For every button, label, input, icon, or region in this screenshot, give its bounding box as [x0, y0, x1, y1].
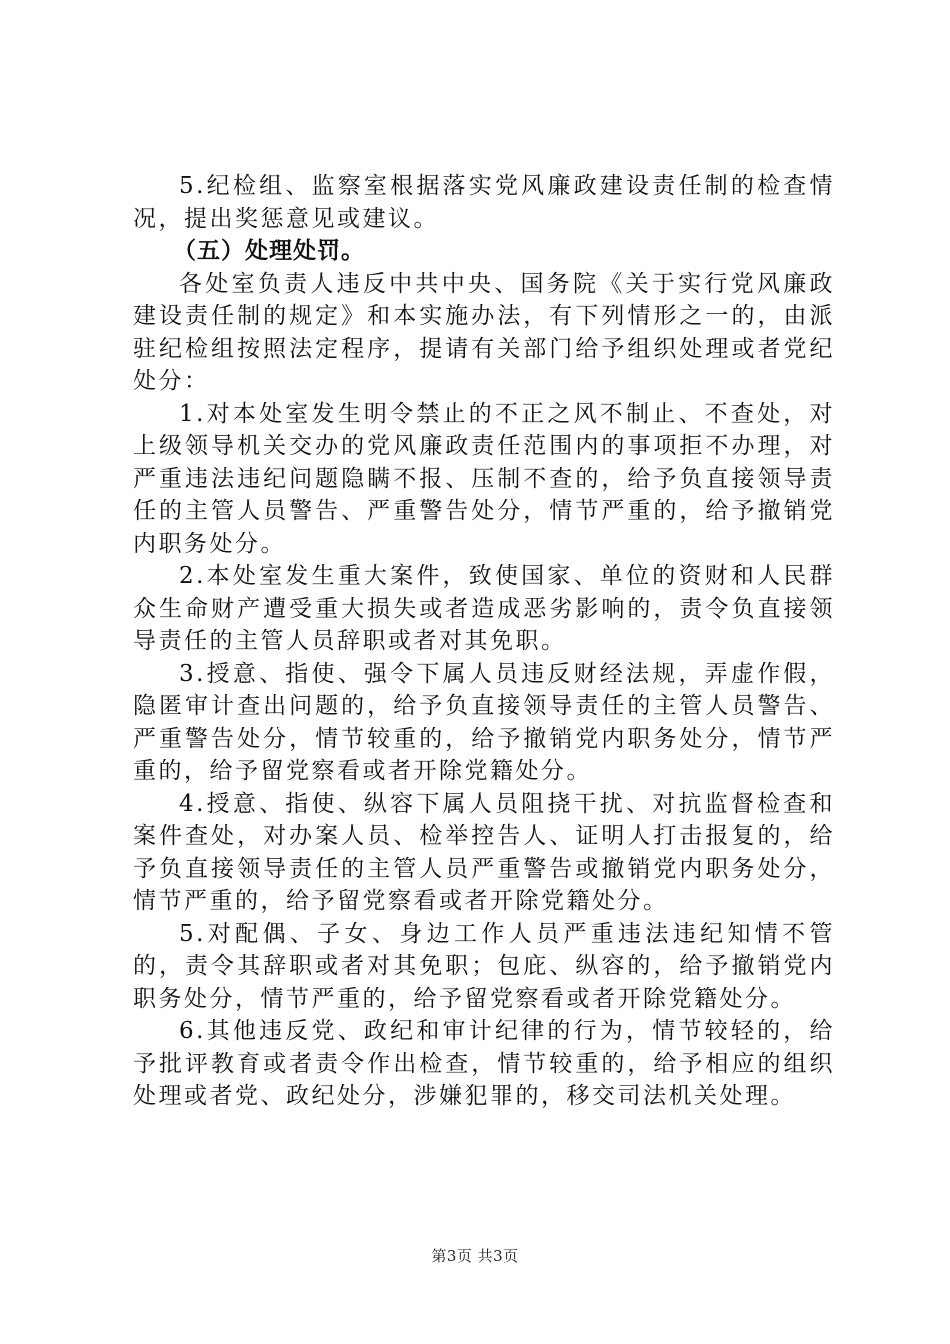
page-number-footer: 第3页 共3页 [431, 1247, 519, 1265]
document-body [133, 170, 835, 1113]
paragraph-clause-6: 6.其他违反党、政纪和审计纪律的行为，情节较轻的，给予批评教育或者责令作出检查，情节较重的，给予相应的组织处理或者党、政纪处分，涉嫌犯罪的，移交司法机关处理。 [133, 1018, 835, 1109]
paragraph-clause-4: 4.授意、指使、纵容下属人员阻挠干扰、对抗监督检查和案件查处，对办案人员、检举控告人、证明人打击报复的，给予负直接领导责任的主管人员严重警告或撤销党内职务处分，情节严重的，给予留党察看或者开除党籍处分。 [133, 790, 835, 914]
paragraph-clause-5: 5.对配偶、子女、身边工作人员严重违法违纪知情不管的，责令其辞职或者对其免职；包庇、纵容的，给予撤销党内职务处分，情节严重的，给予留党察看或者开除党籍处分。 [133, 920, 835, 1012]
paragraph-clause-2: 2.本处室发生重大案件，致使国家、单位的资财和人民群众生命财产遭受重大损失或者造成恶劣影响的，责令负直接领导责任的主管人员辞职或者对其免职。 [133, 563, 835, 654]
section-heading-punishment: （五）处理处罚。 [173, 238, 365, 264]
paragraph-punishment-intro: 各处室负责人违反中共中央、国务院《关于实行党风廉政建设责任制的规定》和本实施办法，有下列情形之一的，由派驻纪检组按照法定程序，提请有关部门给予组织处理或者党纪处分： [133, 270, 835, 394]
paragraph-item-5-report: 5.纪检组、监察室根据落实党风廉政建设责任制的检查情况，提出奖惩意见或建议。 [133, 173, 835, 232]
paragraph-clause-1: 1.对本处室发生明令禁止的不正之风不制止、不查处，对上级领导机关交办的党风廉政责任范围内的事项拒不办理，对严重违法违纪问题隐瞒不报、压制不查的，给予负直接领导责任的主管人员警告、严重警告处分，情节严重的，给予撤销党内职务处分。 [133, 400, 835, 557]
paragraph-clause-3: 3.授意、指使、强令下属人员违反财经法规，弄虚作假，隐匿审计查出问题的，给予负直接领导责任的主管人员警告、严重警告处分，情节较重的，给予撤销党内职务处分，情节严重的，给予留党察看或者开除党籍处分。 [133, 660, 835, 784]
